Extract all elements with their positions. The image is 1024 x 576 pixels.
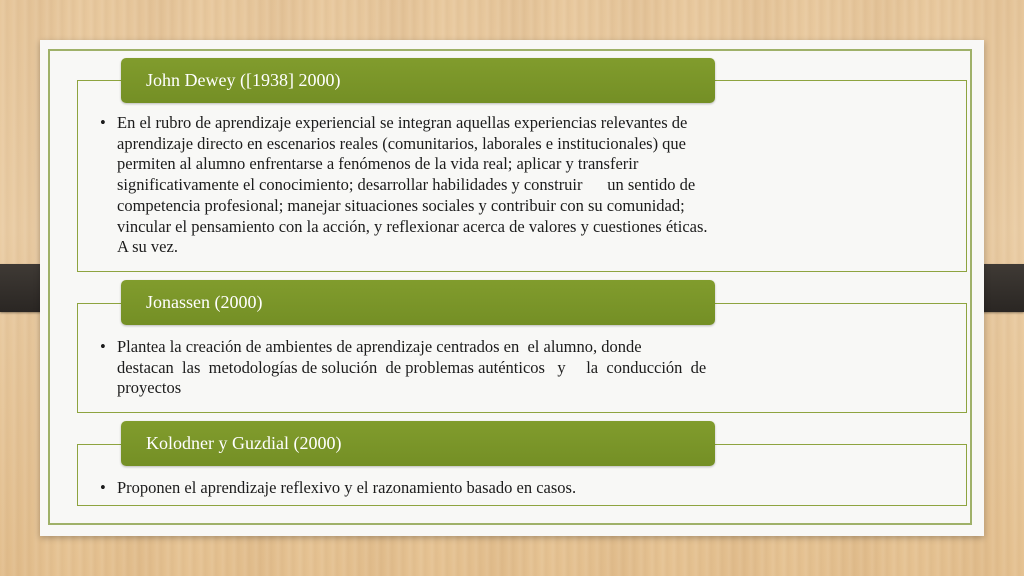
bullet-line: En el rubro de aprendizaje experiencial se integran aquellas experiencias relevantes de: [117, 113, 688, 132]
bullet-line: proyectos: [117, 378, 182, 398]
section-heading-jonassen: Jonassen (2000): [121, 280, 715, 325]
bullet-line: destacan las metodologías de solución de problemas auténticos y la conducción de: [117, 357, 707, 377]
section-body-jonassen: [96, 337, 706, 399]
bullet-line: vincular el pensamiento con la acción, y reflexionar acerca de valores y cuestiones éticas.: [117, 216, 708, 236]
slide-paper: [40, 40, 984, 536]
bullet-item: [96, 113, 708, 258]
bullet-line: aprendizaje directo en escenarios reales (comunitarios, laborales e institucionales) que: [117, 133, 687, 153]
bullet-item: [96, 478, 576, 499]
bullet-line: A su vez.: [117, 237, 178, 257]
bullet-line: Proponen el aprendizaje reflexivo y el razonamiento basado en casos.: [117, 478, 577, 497]
section-body-dewey: [96, 113, 708, 258]
bullet-line: permiten al alumno enfrentarse a fenómenos de la vida real; aplicar y transferir: [117, 154, 639, 174]
section-heading-kolodner: Kolodner y Guzdial (2000): [121, 421, 715, 466]
bullet-item: [96, 337, 706, 399]
bullet-line: competencia profesional; manejar situaciones sociales y contribuir con su comunidad;: [117, 195, 685, 215]
section-heading-dewey: John Dewey ([1938] 2000): [121, 58, 715, 103]
section-body-kolodner: [96, 478, 576, 499]
bullet-line: Plantea la creación de ambientes de aprendizaje centrados en el alumno, donde: [117, 337, 642, 356]
bullet-line: significativamente el conocimiento; desarrollar habilidades y construir un sentido de: [117, 175, 696, 195]
